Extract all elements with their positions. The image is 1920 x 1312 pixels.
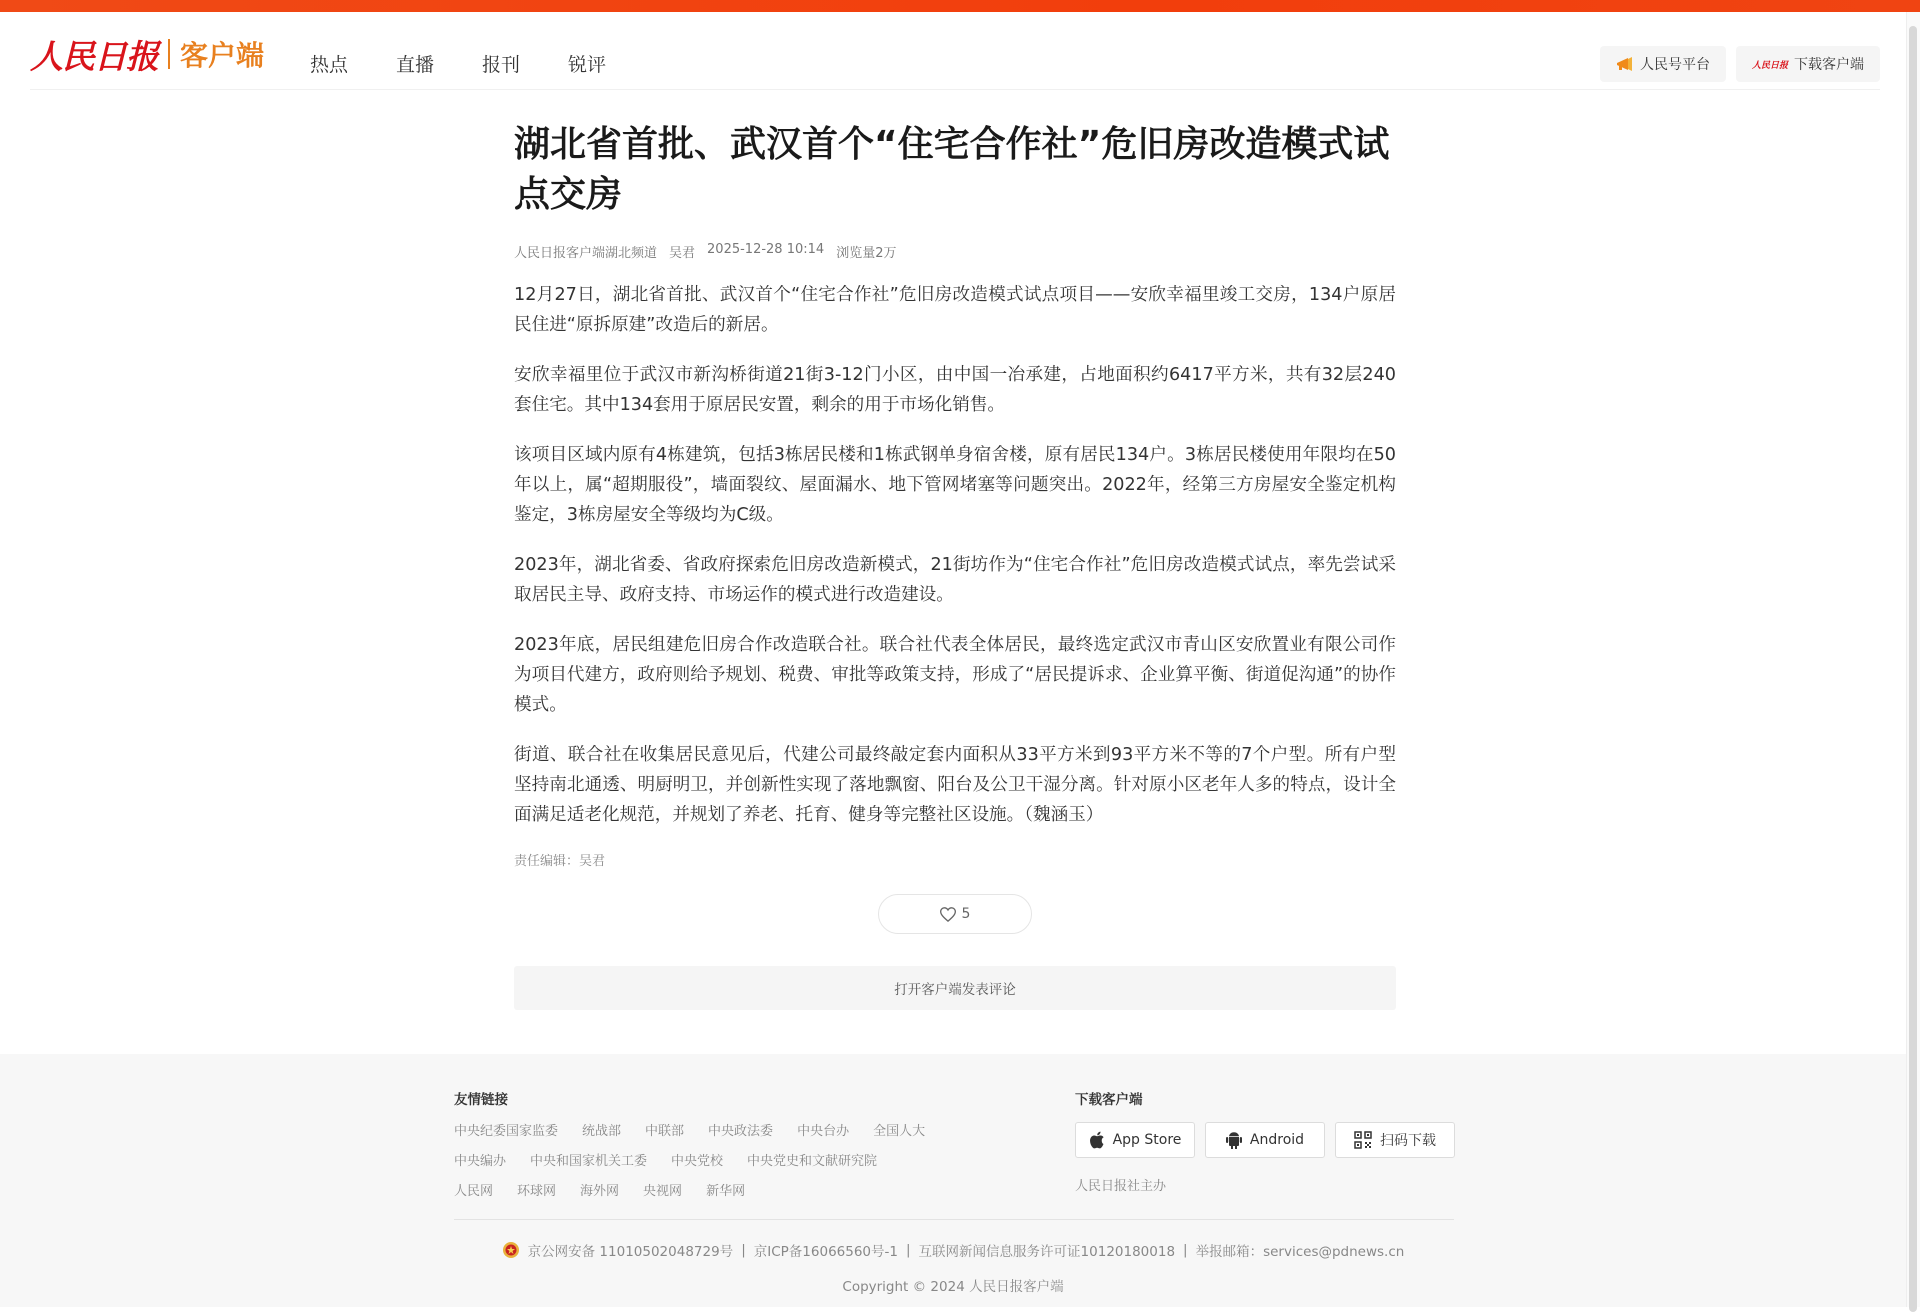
scrollbar[interactable]	[1906, 12, 1920, 1307]
download-section	[1075, 1088, 1475, 1194]
friend-link[interactable]: 海外网	[580, 1184, 620, 1199]
android-label: Android	[1249, 1132, 1305, 1148]
article-paragraph: 2023年，湖北省委、省政府探索危旧房改造新模式，21街坊作为“住宅合作社”危旧房改造模式试点，率先尝试采取居民主导、政府支持、市场运作的模式进行改造建设。	[514, 555, 1396, 605]
app-store-button[interactable]	[1075, 1122, 1195, 1158]
sponsor-text: 人民日报社主办	[1075, 1179, 1167, 1194]
friend-link[interactable]: 中央编办	[454, 1154, 507, 1169]
nav-item-commentary[interactable]: 锐评	[568, 54, 607, 76]
qr-code-icon	[1354, 1131, 1372, 1149]
download-client-button[interactable]	[1736, 46, 1880, 82]
article-body	[514, 280, 1396, 830]
icp-separator: |	[1183, 1242, 1188, 1258]
app-logo-icon: 人民日报	[1751, 60, 1788, 71]
android-icon	[1226, 1131, 1242, 1149]
news-license: 互联网新闻信息服务许可证10120180018	[918, 1244, 1176, 1260]
friend-link[interactable]: 中央政法委	[708, 1124, 774, 1139]
friend-link[interactable]: 环球网	[517, 1184, 557, 1199]
icp-record[interactable]: 京ICP备16066560号-1	[753, 1244, 898, 1260]
article-paragraph: 2023年底，居民组建危旧房合作改造联合社。联合社代表全体居民，最终选定武汉市青山区安欣置业有限公司作为项目代建方，政府则给予规划、税费、审批等政策支持，形成了“居民提诉求、企业算平衡、街道促沟通”的协作模式。	[514, 635, 1396, 715]
friend-link[interactable]: 中央党史和文献研究院	[747, 1154, 878, 1169]
android-button[interactable]	[1205, 1122, 1325, 1158]
friend-links-row	[454, 1120, 1014, 1139]
app-store-label: App Store	[1112, 1132, 1182, 1148]
main-nav	[310, 50, 606, 77]
download-client-label: 下载客户端	[1794, 57, 1864, 73]
article-paragraph: 12月27日，湖北省首批、武汉首个“住宅合作社”危旧房改造模式试点项目——安欣幸福里竣工交房，134户原居民住进“原拆原建”改造后的新居。	[514, 285, 1396, 335]
scrollbar-thumb[interactable]	[1909, 26, 1917, 1312]
friend-link[interactable]: 全国人大	[873, 1124, 926, 1139]
icp-separator: |	[905, 1242, 911, 1258]
article-paragraph: 街道、联合社在收集居民意见后，代建公司最终敲定套内面积从33平方米到93平方米不等的7个户型。所有户型坚持南北通透、明厨明卫，并创新性实现了落地飘窗、阳台及公卫干湿分离。针对原小区老年人多的特点，设计全面满足适老化规范，并规划了养老、托育、健身等完整社区设施。（魏涵玉）	[514, 745, 1396, 825]
friend-link[interactable]: 中联部	[645, 1124, 685, 1139]
friend-link[interactable]: 统战部	[582, 1124, 622, 1139]
article-author: 吴君	[669, 246, 696, 261]
article-meta	[514, 242, 1396, 261]
copyright: Copyright © 2024 人民日报客户端	[842, 1279, 1064, 1295]
top-accent-bar	[0, 0, 1920, 12]
friend-links-title: 友情链接	[454, 1092, 508, 1108]
download-buttons	[1075, 1122, 1475, 1158]
article-source[interactable]: 人民日报客户端湖北频道	[514, 246, 658, 261]
heart-icon	[940, 907, 956, 922]
public-security-record[interactable]: 京公网安备 11010502048729号	[527, 1244, 734, 1260]
comment-button[interactable]	[514, 966, 1396, 1010]
friend-link[interactable]: 新华网	[706, 1184, 746, 1199]
article-editor: 责任编辑：吴君	[514, 854, 606, 869]
site-logo[interactable]	[30, 29, 264, 79]
friend-links-row	[454, 1150, 1014, 1169]
site-header	[0, 12, 1920, 90]
scan-download-label: 扫码下载	[1380, 1133, 1436, 1149]
article-paragraph: 安欣幸福里位于武汉市新沟桥街道21街3-12门小区，由中国一冶承建，占地面积约6417平方米，共有32层240套住宅。其中134套用于原居民安置，剩余的用于市场化销售。	[514, 365, 1396, 415]
logo-separator	[168, 39, 170, 69]
nav-item-newspaper[interactable]: 报刊	[482, 54, 521, 76]
article-paragraph: 该项目区域内原有4栋建筑，包括3栋居民楼和1栋武钢单身宿舍楼，原有居民134户。3栋居民楼使用年限均在50年以上，属“超期服役”，墙面裂纹、屋面漏水、地下管网堵塞等问题突出。2022年，经第三方房屋安全鉴定机构鉴定，3栋房屋安全等级均为C级。	[514, 445, 1396, 525]
scan-download-button[interactable]	[1335, 1122, 1455, 1158]
header-divider	[30, 89, 1880, 90]
friend-link[interactable]: 人民网	[454, 1184, 494, 1199]
comment-prompt: 打开客户端发表评论	[894, 982, 1016, 998]
like-count: 5	[961, 906, 971, 922]
apple-icon	[1089, 1131, 1105, 1149]
police-badge-icon	[502, 1241, 520, 1259]
friend-link[interactable]: 中央台办	[797, 1124, 850, 1139]
article-datetime: 2025-12-28 10:14	[707, 242, 825, 257]
nav-item-hot[interactable]: 热点	[310, 54, 349, 76]
article-views: 浏览量2万	[836, 246, 897, 261]
like-button[interactable]	[878, 894, 1032, 934]
header-actions	[1600, 46, 1880, 82]
article	[514, 120, 1396, 869]
megaphone-icon	[1616, 57, 1634, 71]
friend-link[interactable]: 中央纪委国家监委	[454, 1124, 559, 1139]
friend-links-list	[454, 1120, 1014, 1199]
platform-button-label: 人民号平台	[1639, 57, 1710, 73]
platform-button[interactable]	[1600, 46, 1726, 82]
site-footer	[0, 1054, 1906, 1307]
nav-item-live[interactable]: 直播	[396, 54, 435, 76]
download-title: 下载客户端	[1075, 1092, 1143, 1108]
article-title: 湖北省首批、武汉首个“住宅合作社”危旧房改造模式试点交房	[514, 124, 1390, 215]
footer-divider	[454, 1219, 1454, 1220]
icp-separator: |	[741, 1242, 746, 1258]
friend-links	[454, 1088, 1014, 1210]
logo-brand: 人民日报	[30, 36, 158, 76]
friend-links-row	[454, 1180, 1014, 1199]
report-email[interactable]: 举报邮箱：services@pdnews.cn	[1195, 1244, 1405, 1260]
friend-link[interactable]: 中央和国家机关工委	[530, 1154, 648, 1169]
friend-link[interactable]: 央视网	[643, 1184, 683, 1199]
icp-info	[0, 1240, 1906, 1260]
friend-link[interactable]: 中央党校	[671, 1154, 724, 1169]
logo-sub: 客户端	[180, 39, 265, 72]
